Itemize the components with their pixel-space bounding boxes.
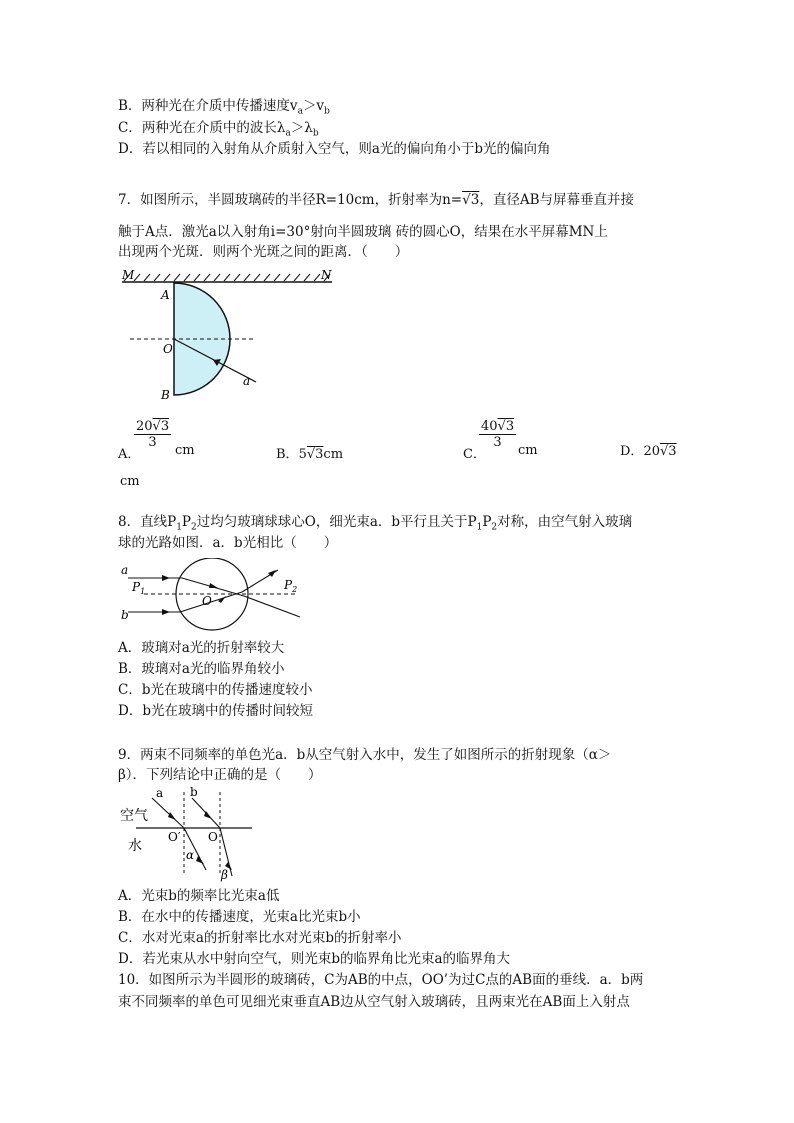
q7-option-b: B．5√3cm <box>276 447 344 462</box>
label-water: 水 <box>128 838 142 854</box>
label-n: N <box>321 268 332 282</box>
q7-stem-line2: 触于A点．激光a以入射角i=30°射向半圆玻璃 砖的圆心O，结果在水平屏幕MN上 <box>118 224 608 240</box>
q8-figure <box>118 558 308 632</box>
q7-option-c-label: C． <box>463 447 486 462</box>
label-p1: $P_1$ <box>132 580 146 596</box>
q8-option-a: A．玻璃对a光的折射率较大 <box>118 640 285 656</box>
q10-stem-line1: 10．如图所示为半圆形的玻璃砖，C为AB的中点，OO’为过C点的AB面的垂线．a．b两 <box>118 972 644 988</box>
q8-option-d: D．b光在玻璃中的传播时间较短 <box>118 703 313 719</box>
q6-option-d: D．若以相同的入射角从介质射入空气，则a光的偏向角小于b光的偏向角 <box>118 141 551 157</box>
q9-stem-line1: 9．两束不同频率的单色光a．b从空气射入水中，发生了如图所示的折射现象（α＞ <box>118 747 612 763</box>
q8-stem-line2: 球的光路如图．a．b光相比（ ） <box>118 535 338 551</box>
q8-stem-line1: 8．直线$P_1P_2$过均匀玻璃球球心O，细光束a．b平行且关于$P_1P_2$对称，由空气射入玻璃 <box>118 514 633 533</box>
q9-option-a: A．光束b的频率比光束a低 <box>118 888 280 904</box>
q7-option-d: D．20√3 <box>620 444 677 459</box>
q7-option-c-fraction: $\frac{40√3}{3}$ <box>481 419 515 450</box>
q7-figure <box>118 268 338 404</box>
label-o: O <box>208 830 218 844</box>
q9-option-b: B．在水中的传播速度，光束a比光束b小 <box>118 909 361 925</box>
q6-option-c: C．两种光在介质中的波长$\lambda_a>\lambda_b$ <box>118 120 319 139</box>
q6-option-b: B．两种光在介质中传播速度$v_a>v_b$ <box>118 98 330 117</box>
q7-stem-line3: 出现两个光斑．则两个光斑之间的距离．（ ） <box>118 244 409 260</box>
q9-option-c: C．水对光束a的折射率比水对光束b的折射率小 <box>118 930 402 946</box>
label-b-pt: B <box>161 388 170 402</box>
label-ray-a: a <box>243 374 251 388</box>
label-o-center: O <box>202 594 212 608</box>
q8-option-b: B．玻璃对a光的临界角较小 <box>118 661 285 677</box>
q7-stem-line1: 7．如图所示，半圆玻璃砖的半径R=10cm，折射率为n=√3，直径AB与屏幕垂直并接 <box>118 192 634 208</box>
q7-option-c-unit: cm <box>518 443 538 458</box>
label-a: a <box>156 786 164 800</box>
label-a-pt: A <box>161 288 170 302</box>
label-p2: $P_2$ <box>284 578 298 594</box>
screen-hatch <box>124 274 330 281</box>
label-m: M <box>122 268 135 282</box>
label-b: b <box>190 785 198 799</box>
ray-a-in <box>152 798 184 828</box>
label-a: a <box>121 563 129 577</box>
q9-stem-line2: β）．下列结论中正确的是（ ） <box>118 767 322 783</box>
q10-stem-line2: 束不同频率的单色可见细光束垂直AB边从空气射入玻璃砖，且两束光在AB面上入射点 <box>118 994 630 1010</box>
q7-option-a-unit: cm <box>175 443 195 458</box>
q7-option-a-label: A． <box>118 447 141 462</box>
label-alpha: α <box>186 848 195 862</box>
q7-option-d-unit: cm <box>120 474 140 489</box>
label-o: O <box>163 342 173 356</box>
q9-figure <box>118 784 258 884</box>
q9-option-d: D．若光束从水中射向空气，则光束b的临界角比光束a的临界角大 <box>118 951 511 967</box>
label-o1: O′ <box>168 830 181 844</box>
label-air: 空气 <box>120 808 148 824</box>
q7-option-a-fraction: $\frac{20√3}{3}$ <box>136 419 170 450</box>
ray-a-out <box>244 596 300 617</box>
label-b: b <box>121 608 129 622</box>
q8-option-c: C．b光在玻璃中的传播速度较小 <box>118 682 313 698</box>
label-beta: β <box>221 868 228 882</box>
